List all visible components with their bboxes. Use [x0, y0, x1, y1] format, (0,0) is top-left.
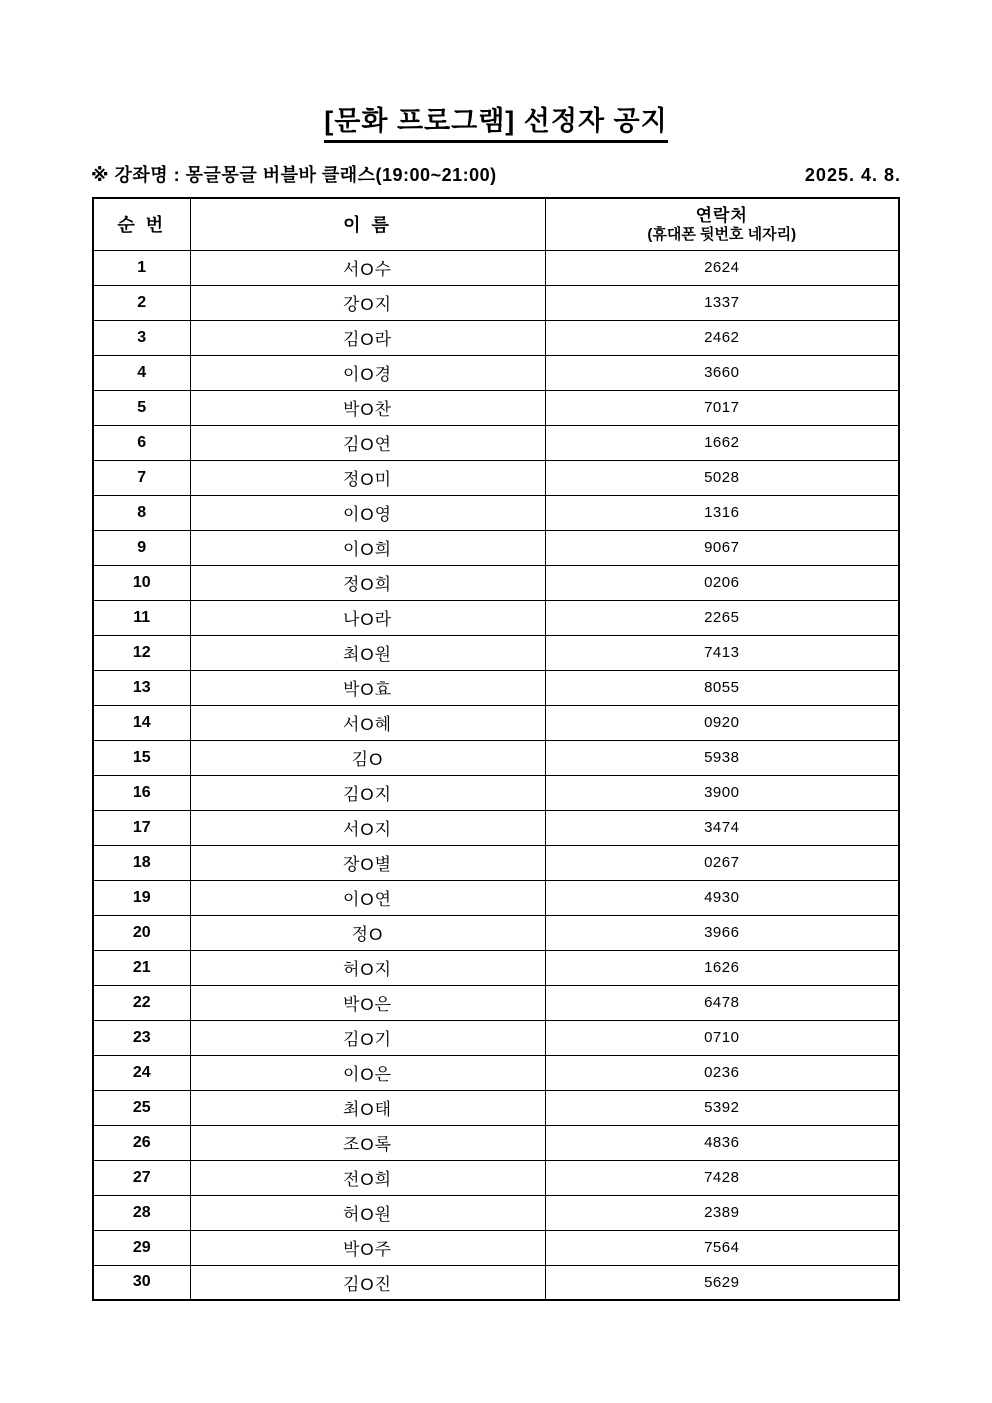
row-name: 서O수	[190, 250, 545, 285]
row-name: 정O	[190, 915, 545, 950]
row-contact: 0206	[545, 565, 899, 600]
row-name: 박O찬	[190, 390, 545, 425]
header-name: 이 름	[190, 198, 545, 250]
row-no: 21	[93, 950, 190, 985]
row-name: 허O원	[190, 1195, 545, 1230]
row-contact: 1316	[545, 495, 899, 530]
table-row	[93, 985, 899, 1020]
table-row	[93, 915, 899, 950]
row-name: 박O효	[190, 670, 545, 705]
row-name: 이O연	[190, 880, 545, 915]
row-no: 15	[93, 740, 190, 775]
row-contact: 7564	[545, 1230, 899, 1265]
row-contact: 7413	[545, 635, 899, 670]
table-row	[93, 425, 899, 460]
table-row	[93, 355, 899, 390]
row-name: 이O경	[190, 355, 545, 390]
row-name: 서O지	[190, 810, 545, 845]
row-no: 23	[93, 1020, 190, 1055]
row-name: 김O연	[190, 425, 545, 460]
row-no: 14	[93, 705, 190, 740]
row-name: 정O미	[190, 460, 545, 495]
row-contact: 2389	[545, 1195, 899, 1230]
row-no: 6	[93, 425, 190, 460]
row-contact: 0236	[545, 1055, 899, 1090]
table-row	[93, 670, 899, 705]
row-name: 조O록	[190, 1125, 545, 1160]
header-contact	[545, 198, 899, 250]
row-name: 박O주	[190, 1230, 545, 1265]
row-name: 나O라	[190, 600, 545, 635]
row-no: 25	[93, 1090, 190, 1125]
table-row	[93, 950, 899, 985]
row-name: 박O은	[190, 985, 545, 1020]
row-contact: 2265	[545, 600, 899, 635]
row-no: 22	[93, 985, 190, 1020]
row-no: 10	[93, 565, 190, 600]
row-contact: 3474	[545, 810, 899, 845]
row-contact: 2462	[545, 320, 899, 355]
table-row	[93, 1020, 899, 1055]
participant-table-body	[93, 250, 899, 1300]
row-no: 16	[93, 775, 190, 810]
row-contact: 1662	[545, 425, 899, 460]
course-label: ※ 강좌명 : 몽글몽글 버블바 클래스(19:00~21:00)	[91, 165, 497, 186]
header-contact-title: 연락처	[695, 205, 748, 225]
table-row	[93, 705, 899, 740]
row-contact: 5629	[545, 1265, 899, 1300]
table-row	[93, 1090, 899, 1125]
row-contact: 4930	[545, 880, 899, 915]
table-row	[93, 460, 899, 495]
row-contact: 5028	[545, 460, 899, 495]
table-row	[93, 600, 899, 635]
table-row	[93, 565, 899, 600]
row-contact: 0267	[545, 845, 899, 880]
row-name: 정O희	[190, 565, 545, 600]
row-no: 30	[93, 1265, 190, 1300]
row-no: 8	[93, 495, 190, 530]
table-row	[93, 810, 899, 845]
table-row	[93, 1195, 899, 1230]
table-row	[93, 320, 899, 355]
row-no: 19	[93, 880, 190, 915]
date-label: 2025. 4. 8.	[804, 165, 901, 186]
table-row	[93, 1125, 899, 1160]
row-contact: 7017	[545, 390, 899, 425]
table-row	[93, 845, 899, 880]
row-contact: 3900	[545, 775, 899, 810]
header-contact-sub: (휴대폰 뒷번호 네자리)	[647, 225, 797, 243]
row-contact: 8055	[545, 670, 899, 705]
row-name: 김O	[190, 740, 545, 775]
table-header-row	[93, 198, 899, 250]
table-row	[93, 740, 899, 775]
row-name: 서O혜	[190, 705, 545, 740]
row-no: 7	[93, 460, 190, 495]
row-name: 장O별	[190, 845, 545, 880]
row-contact: 5938	[545, 740, 899, 775]
row-contact: 3966	[545, 915, 899, 950]
table-row	[93, 1265, 899, 1300]
row-contact: 0920	[545, 705, 899, 740]
row-name: 김O라	[190, 320, 545, 355]
table-row	[93, 390, 899, 425]
row-no: 11	[93, 600, 190, 635]
row-contact: 3660	[545, 355, 899, 390]
page-title: [문화 프로그램] 선정자 공지	[324, 106, 667, 143]
row-name: 김O기	[190, 1020, 545, 1055]
row-no: 13	[93, 670, 190, 705]
row-name: 최O태	[190, 1090, 545, 1125]
row-contact: 4836	[545, 1125, 899, 1160]
row-name: 이O희	[190, 530, 545, 565]
row-no: 26	[93, 1125, 190, 1160]
row-no: 1	[93, 250, 190, 285]
row-no: 17	[93, 810, 190, 845]
table-row	[93, 880, 899, 915]
header-no: 순 번	[93, 198, 190, 250]
row-name: 최O원	[190, 635, 545, 670]
table-row	[93, 495, 899, 530]
table-row	[93, 775, 899, 810]
row-no: 3	[93, 320, 190, 355]
row-name: 이O영	[190, 495, 545, 530]
row-contact: 0710	[545, 1020, 899, 1055]
row-no: 2	[93, 285, 190, 320]
row-no: 4	[93, 355, 190, 390]
row-contact: 5392	[545, 1090, 899, 1125]
row-contact: 7428	[545, 1160, 899, 1195]
row-no: 12	[93, 635, 190, 670]
row-no: 28	[93, 1195, 190, 1230]
row-no: 18	[93, 845, 190, 880]
row-name: 전O희	[190, 1160, 545, 1195]
row-no: 27	[93, 1160, 190, 1195]
row-name: 김O지	[190, 775, 545, 810]
row-contact: 1626	[545, 950, 899, 985]
row-contact: 1337	[545, 285, 899, 320]
table-row	[93, 285, 899, 320]
meta-row	[91, 161, 901, 187]
table-row	[93, 530, 899, 565]
row-contact: 6478	[545, 985, 899, 1020]
table-row	[93, 635, 899, 670]
row-name: 김O진	[190, 1265, 545, 1300]
row-no: 20	[93, 915, 190, 950]
row-name: 이O은	[190, 1055, 545, 1090]
row-no: 29	[93, 1230, 190, 1265]
table-row	[93, 1230, 899, 1265]
row-contact: 2624	[545, 250, 899, 285]
row-name: 허O지	[190, 950, 545, 985]
row-no: 24	[93, 1055, 190, 1090]
row-contact: 9067	[545, 530, 899, 565]
table-row	[93, 250, 899, 285]
title-wrap	[0, 106, 992, 143]
participant-table	[92, 197, 900, 1301]
table-row	[93, 1160, 899, 1195]
row-no: 9	[93, 530, 190, 565]
table-row	[93, 1055, 899, 1090]
row-name: 강O지	[190, 285, 545, 320]
row-no: 5	[93, 390, 190, 425]
